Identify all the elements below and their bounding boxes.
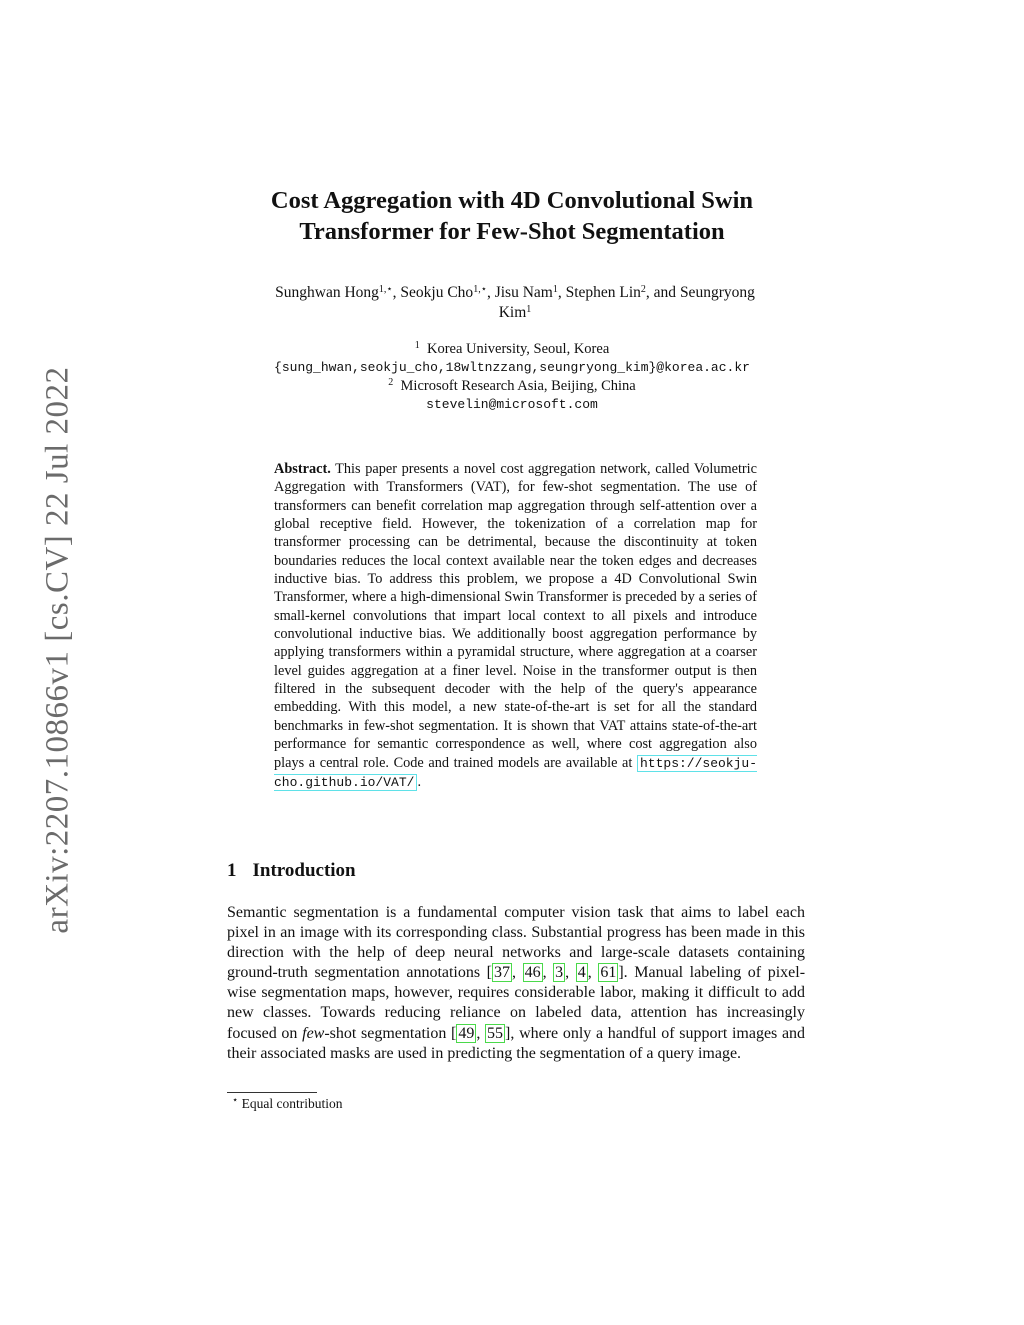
- author-name: Stephen Lin: [565, 284, 641, 301]
- citation-link[interactable]: 4: [577, 964, 586, 982]
- title-line-2: Transformer for Few-Shot Segmentation: [299, 218, 725, 245]
- affiliation-1-emails[interactable]: {sung_hwan,seokju_cho,18wltnzzang,seungryong_kim}@korea.ac.kr: [274, 359, 750, 375]
- author-name: Seungryong Kim: [498, 284, 755, 321]
- affiliation-1: Korea University, Seoul, Korea: [426, 341, 610, 357]
- author-affil-mark: 2: [640, 284, 646, 295]
- section-title: Introduction: [252, 860, 356, 881]
- affiliations: [0, 340, 1024, 414]
- arxiv-stamp: arXiv:2207.10866v1 [cs.CV] 22 Jul 2022: [39, 366, 76, 934]
- code-link[interactable]: https://seokju-cho.github.io/VAT/: [274, 755, 758, 790]
- intro-text: Manual labeling of pixel-wise segmentation maps, however, requires considerable labor, making it difficult to add new classes. Towards reducing reliance on labeled data, attention has increasingly focused on: [227, 964, 806, 1042]
- intro-paragraph: Semantic segmentation is a fundamental computer vision task that aims to label each pixel in an image with its corresponding class. Substantial progress has been made in this direction with the help of deep neural networks and large-scale datasets containing ground-truth segmentation annotations [ 37 , 46 , 3 , 4 , 61 ]. Manual labeling of pixel-wise segmentation maps, however, requires considerable labor, making it difficult to add new classes. Towards reducing reliance on labeled data, attention has increasingly focused on few-shot segmentation [ 49 , 55 ], where only a handful of support images and their associated masks are used in predicting the segmentation of a query image.: [227, 904, 806, 1062]
- title-line-1: Cost Aggregation with 4D Convolutional Swin: [270, 187, 754, 214]
- footnote: [232, 1096, 343, 1112]
- affil-mark: 1: [414, 340, 420, 351]
- footnote-divider: [227, 1092, 317, 1093]
- author-name: Jisu Nam: [494, 284, 553, 301]
- section-heading: [227, 860, 356, 882]
- author-list: Sunghwan Hong$^{1,⋆}$, Seokju Cho$^{1,⋆}$, Jisu Nam$^1$, Stephen Lin$^2$, and Seungryong Kim$^1$: [275, 284, 755, 321]
- citation-link[interactable]: 55: [487, 1024, 504, 1042]
- author-affil-mark: 1,⋆: [378, 284, 393, 295]
- citation-link[interactable]: 49: [458, 1024, 475, 1042]
- affiliation-2-email[interactable]: stevelin@microsoft.com: [426, 396, 598, 412]
- author-affil-mark: 1: [552, 284, 558, 295]
- citation-link[interactable]: 61: [600, 964, 617, 982]
- footnote-text: Equal contribution: [241, 1096, 343, 1111]
- author-name: Sunghwan Hong: [275, 284, 379, 301]
- citation-link[interactable]: 46: [524, 964, 541, 982]
- footnote-mark: ⋆: [232, 1095, 239, 1106]
- author-affil-mark: 1: [526, 304, 532, 315]
- affil-mark: 2: [388, 377, 394, 388]
- abstract-label: Abstract.: [274, 461, 331, 477]
- section-number: 1: [227, 860, 237, 881]
- author-name: Seokju Cho: [400, 284, 474, 301]
- intro-text: -shot segmentation: [324, 1024, 447, 1042]
- paper-title: [0, 185, 1024, 247]
- citation-link[interactable]: 37: [494, 964, 511, 982]
- citation-link[interactable]: 3: [555, 964, 564, 982]
- abstract: Abstract. This paper presents a novel cost aggregation network, called Volumetric Aggregation with Transformers (VAT), for few-shot segmentation. The use of transformers can benefit correlation map aggregation through self-attention over a global receptive field. However, the tokenization of a correlation map for transformer processing can be detrimental, because the discontinuity at token boundaries reduces the local context available near the token edges and decreases inductive bias. To address this problem, we propose a 4D Convolutional Swin Transformer, where a high-dimensional Swin Transformer is preceded by a series of small-kernel convolutions that impart local context to all pixels and introduce convolutional inductive bias. We additionally boost aggregation performance by applying transformers within a pyramidal structure, where aggregation at a coarser level guides aggregation at a finer level. Noise in the transformer output is then filtered in the subsequent decoder with the help of the query's appearance embedding. With this model, a new state-of-the-art is set for all the standard benchmarks in few-shot segmentation. It is shown that VAT attains state-of-the-art performance for semantic correspondence as well, where cost aggregation also plays a central role. Code and trained models are available at https://seokju-cho.github.io/VAT/ .: [274, 461, 758, 790]
- affiliation-2: Microsoft Research Asia, Beijing, China: [400, 378, 636, 394]
- abstract-text: This paper presents a novel cost aggregation network, called Volumetric Aggregation with Transformers (VAT), for few-shot segmentation. The use of transformers can benefit correlation map aggregation through self-attention over a global receptive field. However, the tokenization of a correlation map for transformer processing can be detrimental, because the discontinuity at token boundaries reduces the local context available near the token edges and decreases inductive bias. To address this problem, we propose a 4D Convolutional Swin Transformer, where a high-dimensional Swin Transformer is preceded by a series of small-kernel convolutions that impart local context to all pixels and introduce convolutional inductive bias. We additionally boost aggregation performance by applying transformers within a pyramidal structure, where aggregation at a coarser level guides aggregation at a finer level. Noise in the transformer output is then filtered in the subsequent decoder with the help of the query's appearance embedding. With this model, a new state-of-the-art is set for all the standard benchmarks in few-shot segmentation. It is shown that VAT attains state-of-the-art performance for semantic correspondence as well, where cost aggregation also plays a central role. Code and trained models are available at: [274, 461, 757, 771]
- intro-text: Semantic segmentation is a fundamental computer vision task that aims to label each pixel in an image with its corresponding class. Substantial progress has been made in this direction with the help of deep neural networks and large-scale datasets containing ground-truth segmentation annotations: [227, 904, 805, 982]
- intro-text: where only a handful of support images and their associated masks are used in predicting the segmentation of a query image.: [227, 1024, 806, 1062]
- author-affil-mark: 1,⋆: [473, 284, 487, 295]
- intro-emphasis: few: [302, 1024, 325, 1042]
